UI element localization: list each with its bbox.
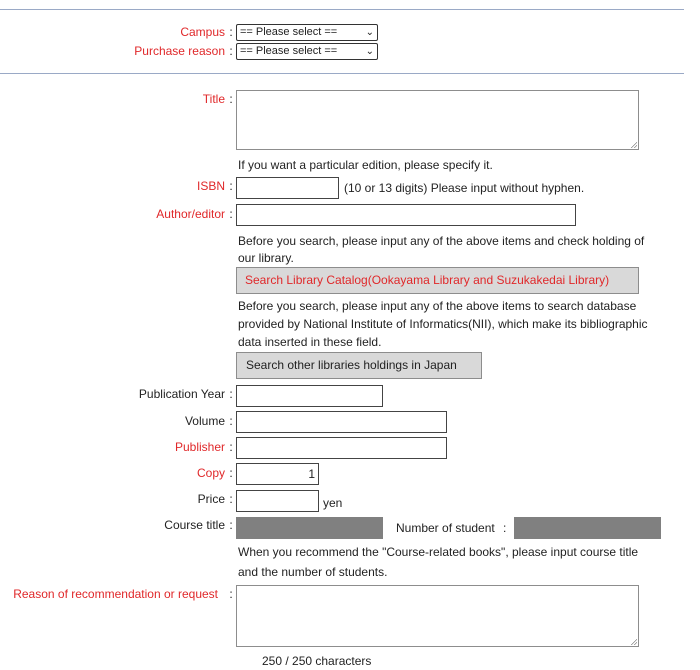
price-colon: : [229,492,233,506]
nii-note-line-3: data inserted in these field. [238,335,382,349]
resize-grip-icon[interactable] [630,141,637,148]
chevron-down-icon: ⌄ [365,46,374,57]
campus-select[interactable] [236,24,378,41]
volume-input[interactable] [236,411,447,433]
copy-colon: : [229,466,233,480]
isbn-label: ISBN [196,179,225,193]
reason-label: Reason of recommendation or request [13,587,218,601]
number-of-student-label: Number of student [396,521,495,535]
publisher-colon: : [229,440,233,454]
publication-year-label: Publication Year [138,387,225,401]
purchase-reason-select[interactable] [236,43,378,60]
nii-note-line-1: Before you search, please input any of the above items to search database [238,299,637,313]
author-colon: : [229,207,233,221]
copy-value: 1 [308,467,315,481]
search-note-line-2: our library. [238,251,294,265]
isbn-input[interactable] [236,177,339,199]
isbn-note: (10 or 13 digits) Please input without hyphen. [344,181,585,195]
search-other-libraries-button[interactable]: Search other libraries holdings in Japan [236,352,482,379]
copy-input[interactable] [236,463,319,485]
purchase-reason-colon: : [229,44,233,58]
price-input[interactable] [236,490,319,512]
chevron-down-icon: ⌄ [365,27,374,38]
copy-label: Copy [196,466,225,480]
campus-select-value: == Please select == [240,26,338,38]
character-counter: 250 / 250 characters [262,654,372,668]
reason-colon: : [229,587,233,601]
course-note-line-2: and the number of students. [238,565,388,579]
reason-textarea[interactable] [236,585,639,647]
purchase-reason-select-value: == Please select == [240,45,338,57]
title-colon: : [229,92,233,106]
title-label: Title [202,92,225,106]
campus-colon: : [229,25,233,39]
author-input[interactable] [236,204,576,226]
top-divider [0,9,684,10]
resize-grip-icon[interactable] [630,638,637,645]
nii-note-line-2: provided by National Institute of Informatics(NII), which make its bibliographic [238,317,648,331]
price-label: Price [197,492,225,506]
author-label: Author/editor [156,207,225,221]
title-hint: If you want a particular edition, please specify it. [238,158,493,172]
publisher-input[interactable] [236,437,447,459]
number-of-student-input[interactable] [514,517,661,539]
publisher-label: Publisher [174,440,225,454]
purchase-reason-label: Purchase reason [134,44,225,58]
course-note-line-1: When you recommend the "Course-related books", please input course title [238,545,639,559]
volume-colon: : [229,414,233,428]
course-title-colon: : [229,518,233,532]
number-of-student-colon: : [503,521,507,535]
campus-label: Campus [180,25,225,39]
search-library-catalog-button[interactable]: Search Library Catalog(Ookayama Library and Suzukakedai Library) [236,267,639,294]
course-title-label: Course title [164,518,225,532]
search-note-line-1: Before you search, please input any of the above items and check holding of [238,234,645,248]
course-title-input[interactable] [236,517,383,539]
isbn-colon: : [229,179,233,193]
publication-year-colon: : [229,387,233,401]
volume-label: Volume [184,414,225,428]
title-textarea[interactable] [236,90,639,150]
price-unit: yen [323,496,343,510]
publication-year-input[interactable] [236,385,383,407]
section-divider [0,73,684,74]
